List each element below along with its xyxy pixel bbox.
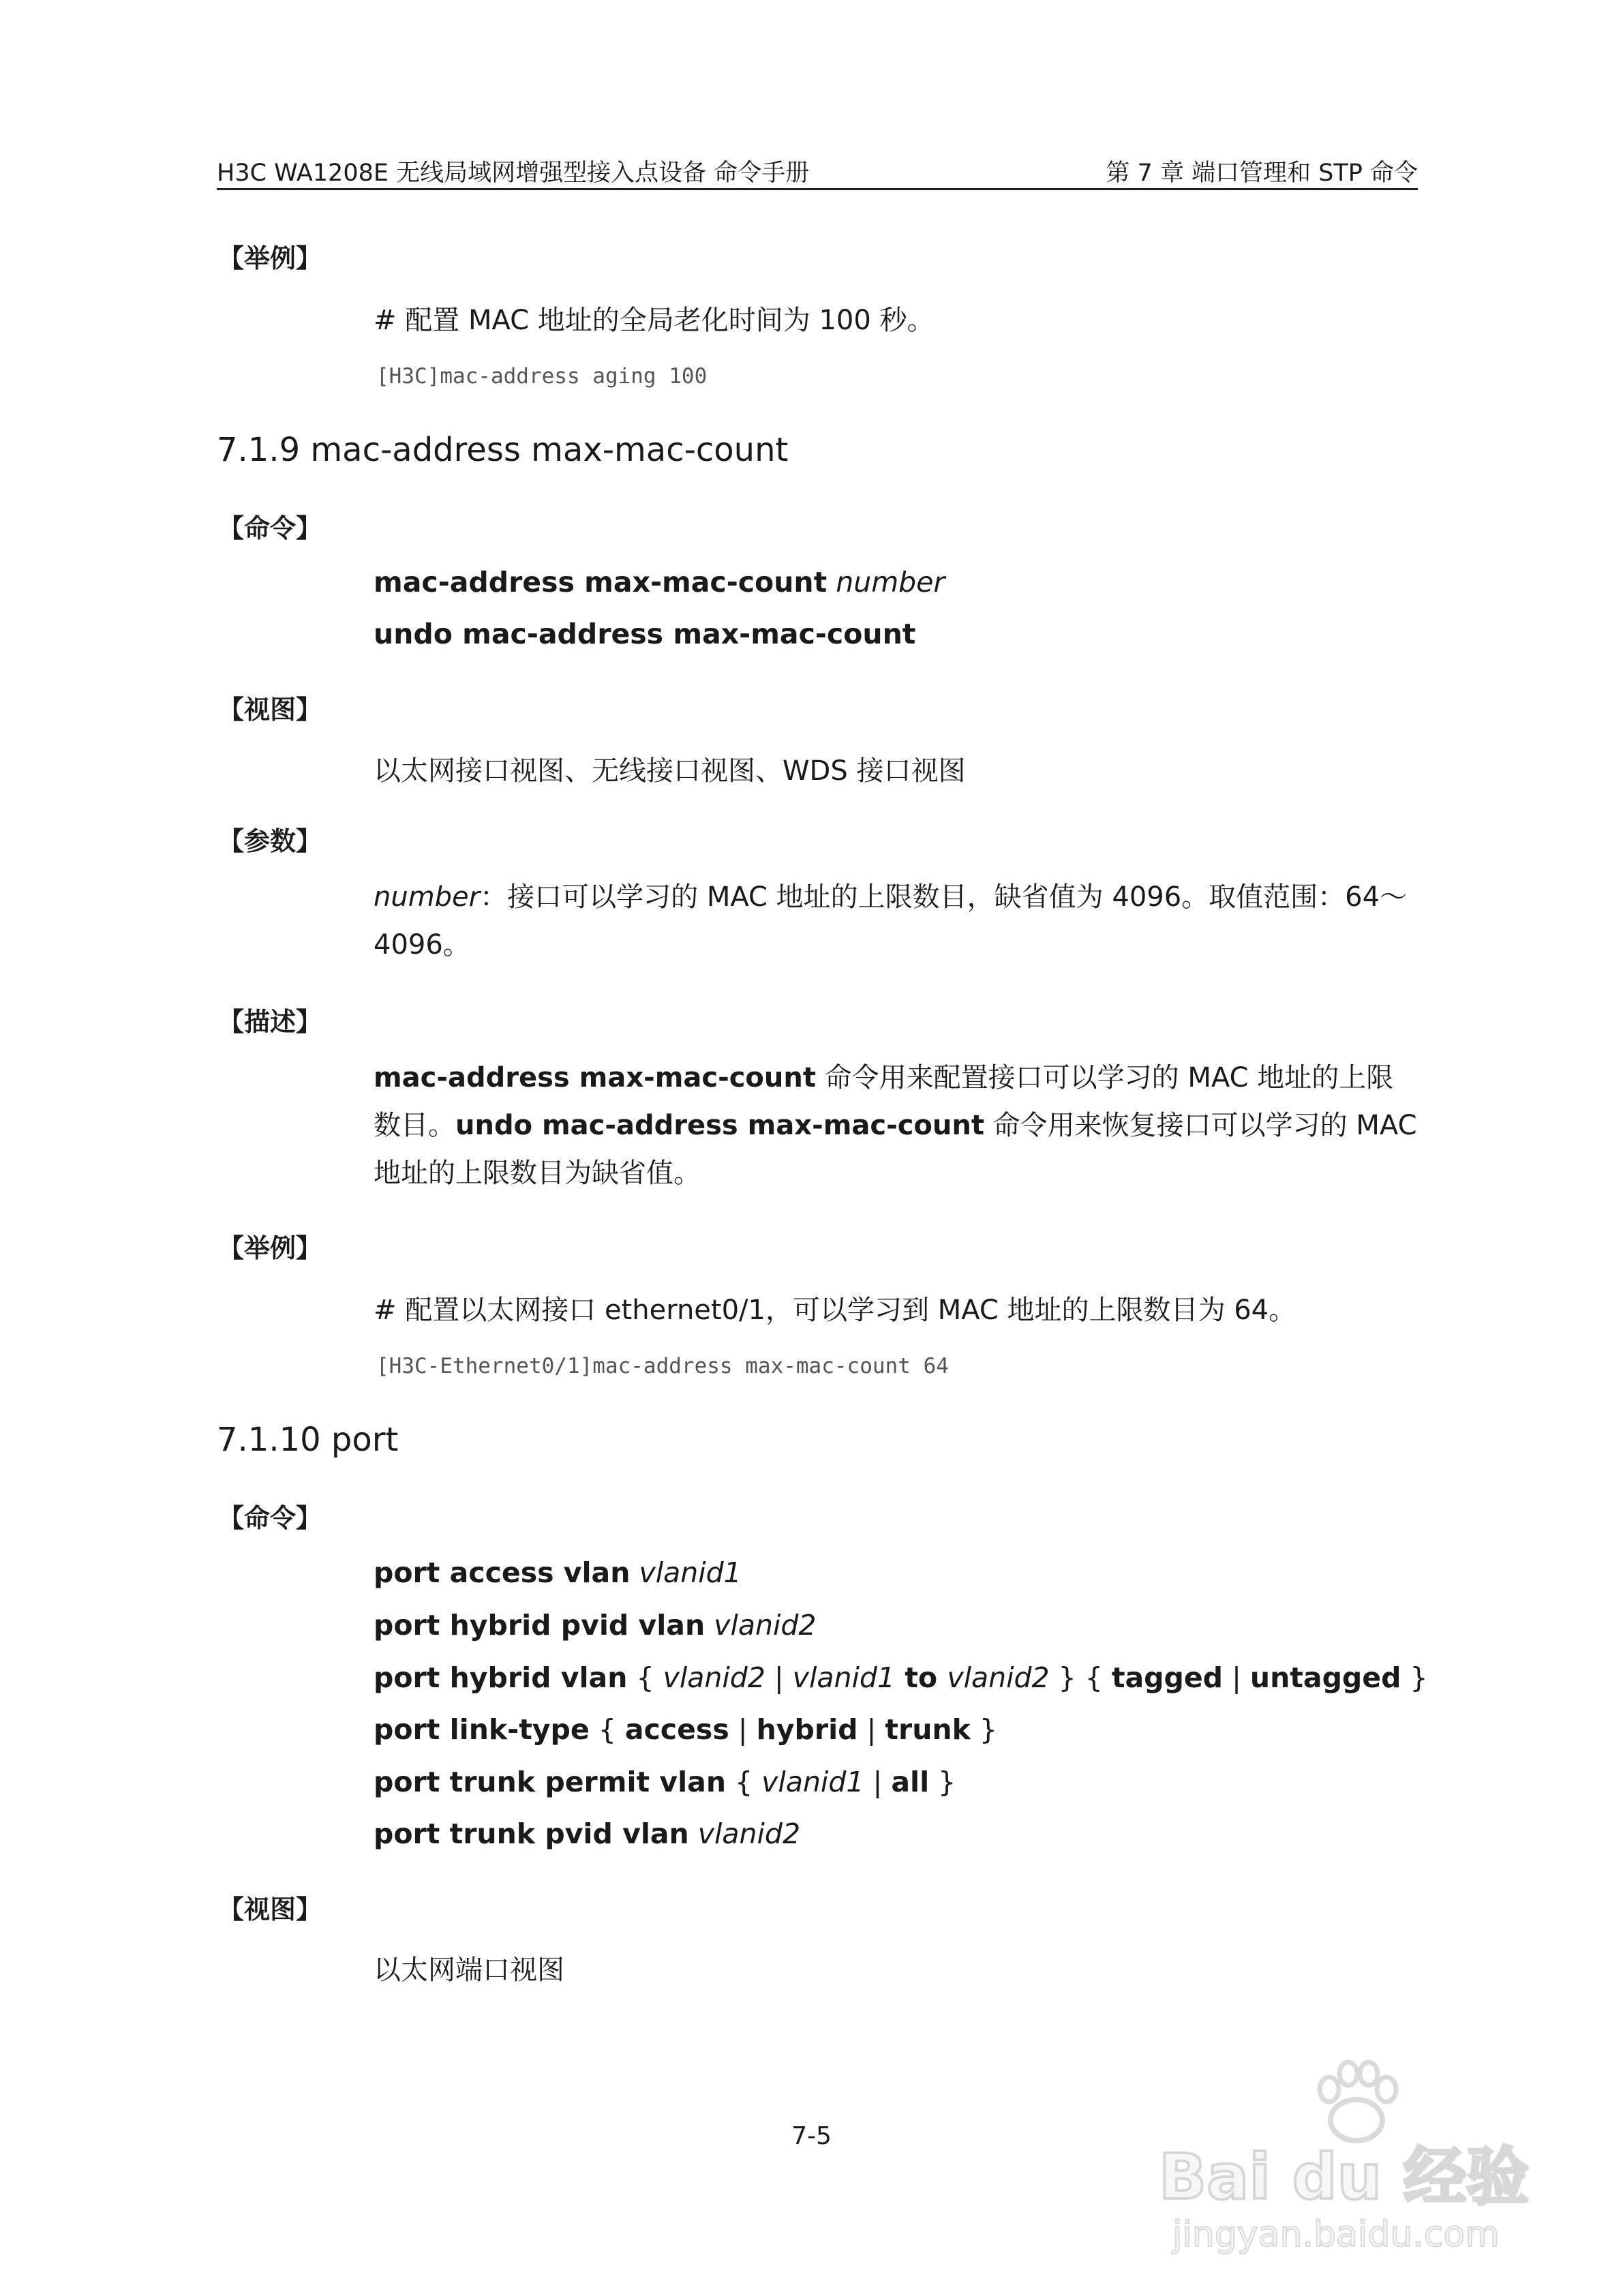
command-keyword: trunk (885, 1713, 971, 1746)
syntax-symbol: } (1401, 1661, 1428, 1694)
view-text: 以太网端口视图 (374, 1954, 564, 1986)
baidu-jingyan-watermark (1152, 2059, 1561, 2270)
section-title-7110: 7.1.10 port (217, 1421, 399, 1459)
command-parameter: vlanid2 (714, 1609, 817, 1642)
section-title-719: 7.1.9 mac-address max-mac-count (217, 431, 789, 469)
command-keyword: port access vlan (374, 1556, 631, 1589)
description-text: 命令用来恢复接口可以学习的 MAC 地址的上限数目为缺省值。 (374, 1110, 1417, 1189)
command-label: 【命令】 (218, 1503, 322, 1533)
syntax-symbol: } (970, 1713, 997, 1746)
syntax-symbol: | (729, 1713, 757, 1746)
parameter-text: ：接口可以学习的 MAC 地址的上限数目，缺省值为 4096。取值范围：64～ (480, 881, 1408, 913)
parameter-description (374, 873, 1418, 969)
watermark-url: jingyan.baidu.com (1172, 2214, 1500, 2255)
syntax-symbol: { (726, 1766, 762, 1798)
command-parameter: vlanid2 (663, 1661, 765, 1694)
parameter-text: 4096。 (374, 929, 470, 961)
header-divider (217, 188, 1418, 190)
command-keyword: access (624, 1713, 729, 1746)
command-line (374, 1766, 956, 1798)
command-parameter: vlanid1 (792, 1661, 896, 1694)
view-text: 以太网接口视图、无线接口视图、WDS 接口视图 (374, 755, 966, 787)
command-keyword: to (895, 1661, 947, 1694)
command-keyword: all (891, 1766, 930, 1798)
description-text: 命令用来配置接口可以学习的 MAC 地址的上限数目。 (374, 1062, 1394, 1141)
watermark-brand: Bai du 经验 (1159, 2141, 1530, 2214)
example-text: # 配置 MAC 地址的全局老化时间为 100 秒。 (374, 305, 935, 336)
example-code: [H3C]mac-address aging 100 (376, 364, 708, 389)
command-line (374, 1713, 997, 1746)
command-parameter: vlanid1 (639, 1556, 742, 1589)
syntax-symbol: { (627, 1661, 663, 1694)
command-label: 【命令】 (218, 513, 322, 543)
command-parameter: vlanid1 (761, 1766, 864, 1798)
command-line (374, 566, 945, 599)
command-keyword: untagged (1249, 1661, 1401, 1694)
header-document-title: H3C WA1208E 无线局域网增强型接入点设备 命令手册 (217, 160, 810, 187)
syntax-symbol: | (864, 1766, 892, 1798)
syntax-symbol: | (765, 1661, 793, 1694)
description-label: 【描述】 (218, 1007, 322, 1037)
command-line (374, 618, 915, 650)
syntax-symbol: { (589, 1713, 625, 1746)
command-line (374, 1661, 1428, 1694)
description-paragraph (374, 1054, 1418, 1197)
command-parameter: vlanid2 (697, 1817, 801, 1850)
command-keyword: hybrid (756, 1713, 858, 1746)
description-keyword: undo mac-address max-mac-count (455, 1110, 984, 1141)
command-line (374, 1817, 800, 1850)
command-keyword: port trunk pvid vlan (374, 1817, 689, 1850)
parameter-label: 【参数】 (218, 826, 322, 856)
command-parameter: number (836, 566, 945, 599)
syntax-symbol: | (1223, 1661, 1250, 1694)
description-keyword: mac-address max-mac-count (374, 1062, 816, 1093)
example-label: 【举例】 (218, 1233, 322, 1263)
command-keyword: port trunk permit vlan (374, 1766, 727, 1798)
command-keyword: undo mac-address max-mac-count (374, 618, 916, 650)
command-parameter: vlanid2 (947, 1661, 1050, 1694)
command-keyword: mac-address max-mac-count (374, 566, 828, 599)
command-keyword: port link-type (374, 1713, 590, 1746)
command-keyword: tagged (1111, 1661, 1224, 1694)
command-line (374, 1556, 742, 1589)
view-label: 【视图】 (218, 695, 322, 725)
example-label: 【举例】 (218, 243, 322, 273)
view-label: 【视图】 (218, 1894, 322, 1924)
syntax-symbol: | (858, 1713, 885, 1746)
syntax-symbol: } { (1049, 1661, 1112, 1694)
command-keyword: port hybrid pvid vlan (374, 1609, 706, 1642)
example-text: # 配置以太网接口 ethernet0/1，可以学习到 MAC 地址的上限数目为 64。 (374, 1295, 1296, 1326)
header-chapter-title: 第 7 章 端口管理和 STP 命令 (1106, 160, 1418, 187)
command-line (374, 1609, 816, 1642)
parameter-name: number (374, 881, 481, 913)
example-code: [H3C-Ethernet0/1]mac-address max-mac-count 64 (376, 1354, 949, 1378)
page-number: 7-5 (791, 2122, 832, 2150)
command-keyword: port hybrid vlan (374, 1661, 628, 1694)
syntax-symbol: } (929, 1766, 956, 1798)
